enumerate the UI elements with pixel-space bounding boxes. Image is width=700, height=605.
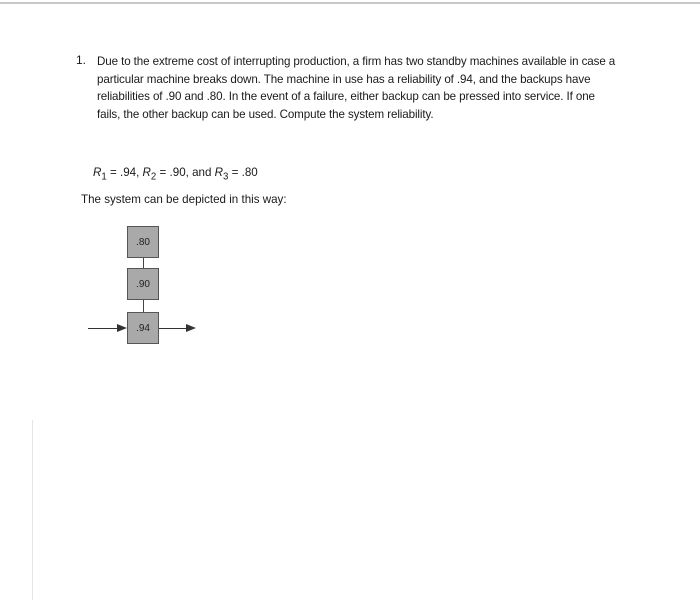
scan-edge (32, 420, 33, 600)
connector-line (143, 300, 144, 312)
r2-label: R (142, 166, 151, 179)
page-top-border (0, 2, 700, 4)
output-arrowhead-icon (186, 324, 196, 332)
r1-sub: 1 (101, 171, 107, 183)
depict-text: The system can be depicted in this way: (81, 193, 287, 206)
primary-machine-box: .94 (127, 312, 159, 344)
problem-number: 1. (76, 53, 87, 67)
r2-sub: 2 (150, 171, 157, 183)
backup-machine-1-box: .90 (127, 268, 159, 300)
backup-machine-2-box: .80 (127, 226, 159, 258)
r1-value: = .94, (109, 166, 143, 179)
r3-value: = .80 (231, 166, 258, 179)
r3-label: R (214, 166, 224, 179)
r1-label: R (93, 166, 102, 179)
reliability-values (93, 166, 258, 182)
r2-value: = .90, and (159, 166, 215, 179)
r3-sub: 3 (223, 171, 229, 183)
output-arrow-line (159, 328, 187, 329)
input-arrow-line (88, 328, 118, 329)
problem-text: Due to the extreme cost of interrupting production, a firm has two standby machines available in case a particular machine breaks down. The machine in use has a reliability of .94, and the backups have reliabilities of .90 and .80. In the event of a failure, either backup can be pressed into service. If one fails, the other backup can be used. Compute the system reliability. (97, 55, 616, 121)
input-arrowhead-icon (117, 324, 127, 332)
connector-line (143, 258, 144, 268)
